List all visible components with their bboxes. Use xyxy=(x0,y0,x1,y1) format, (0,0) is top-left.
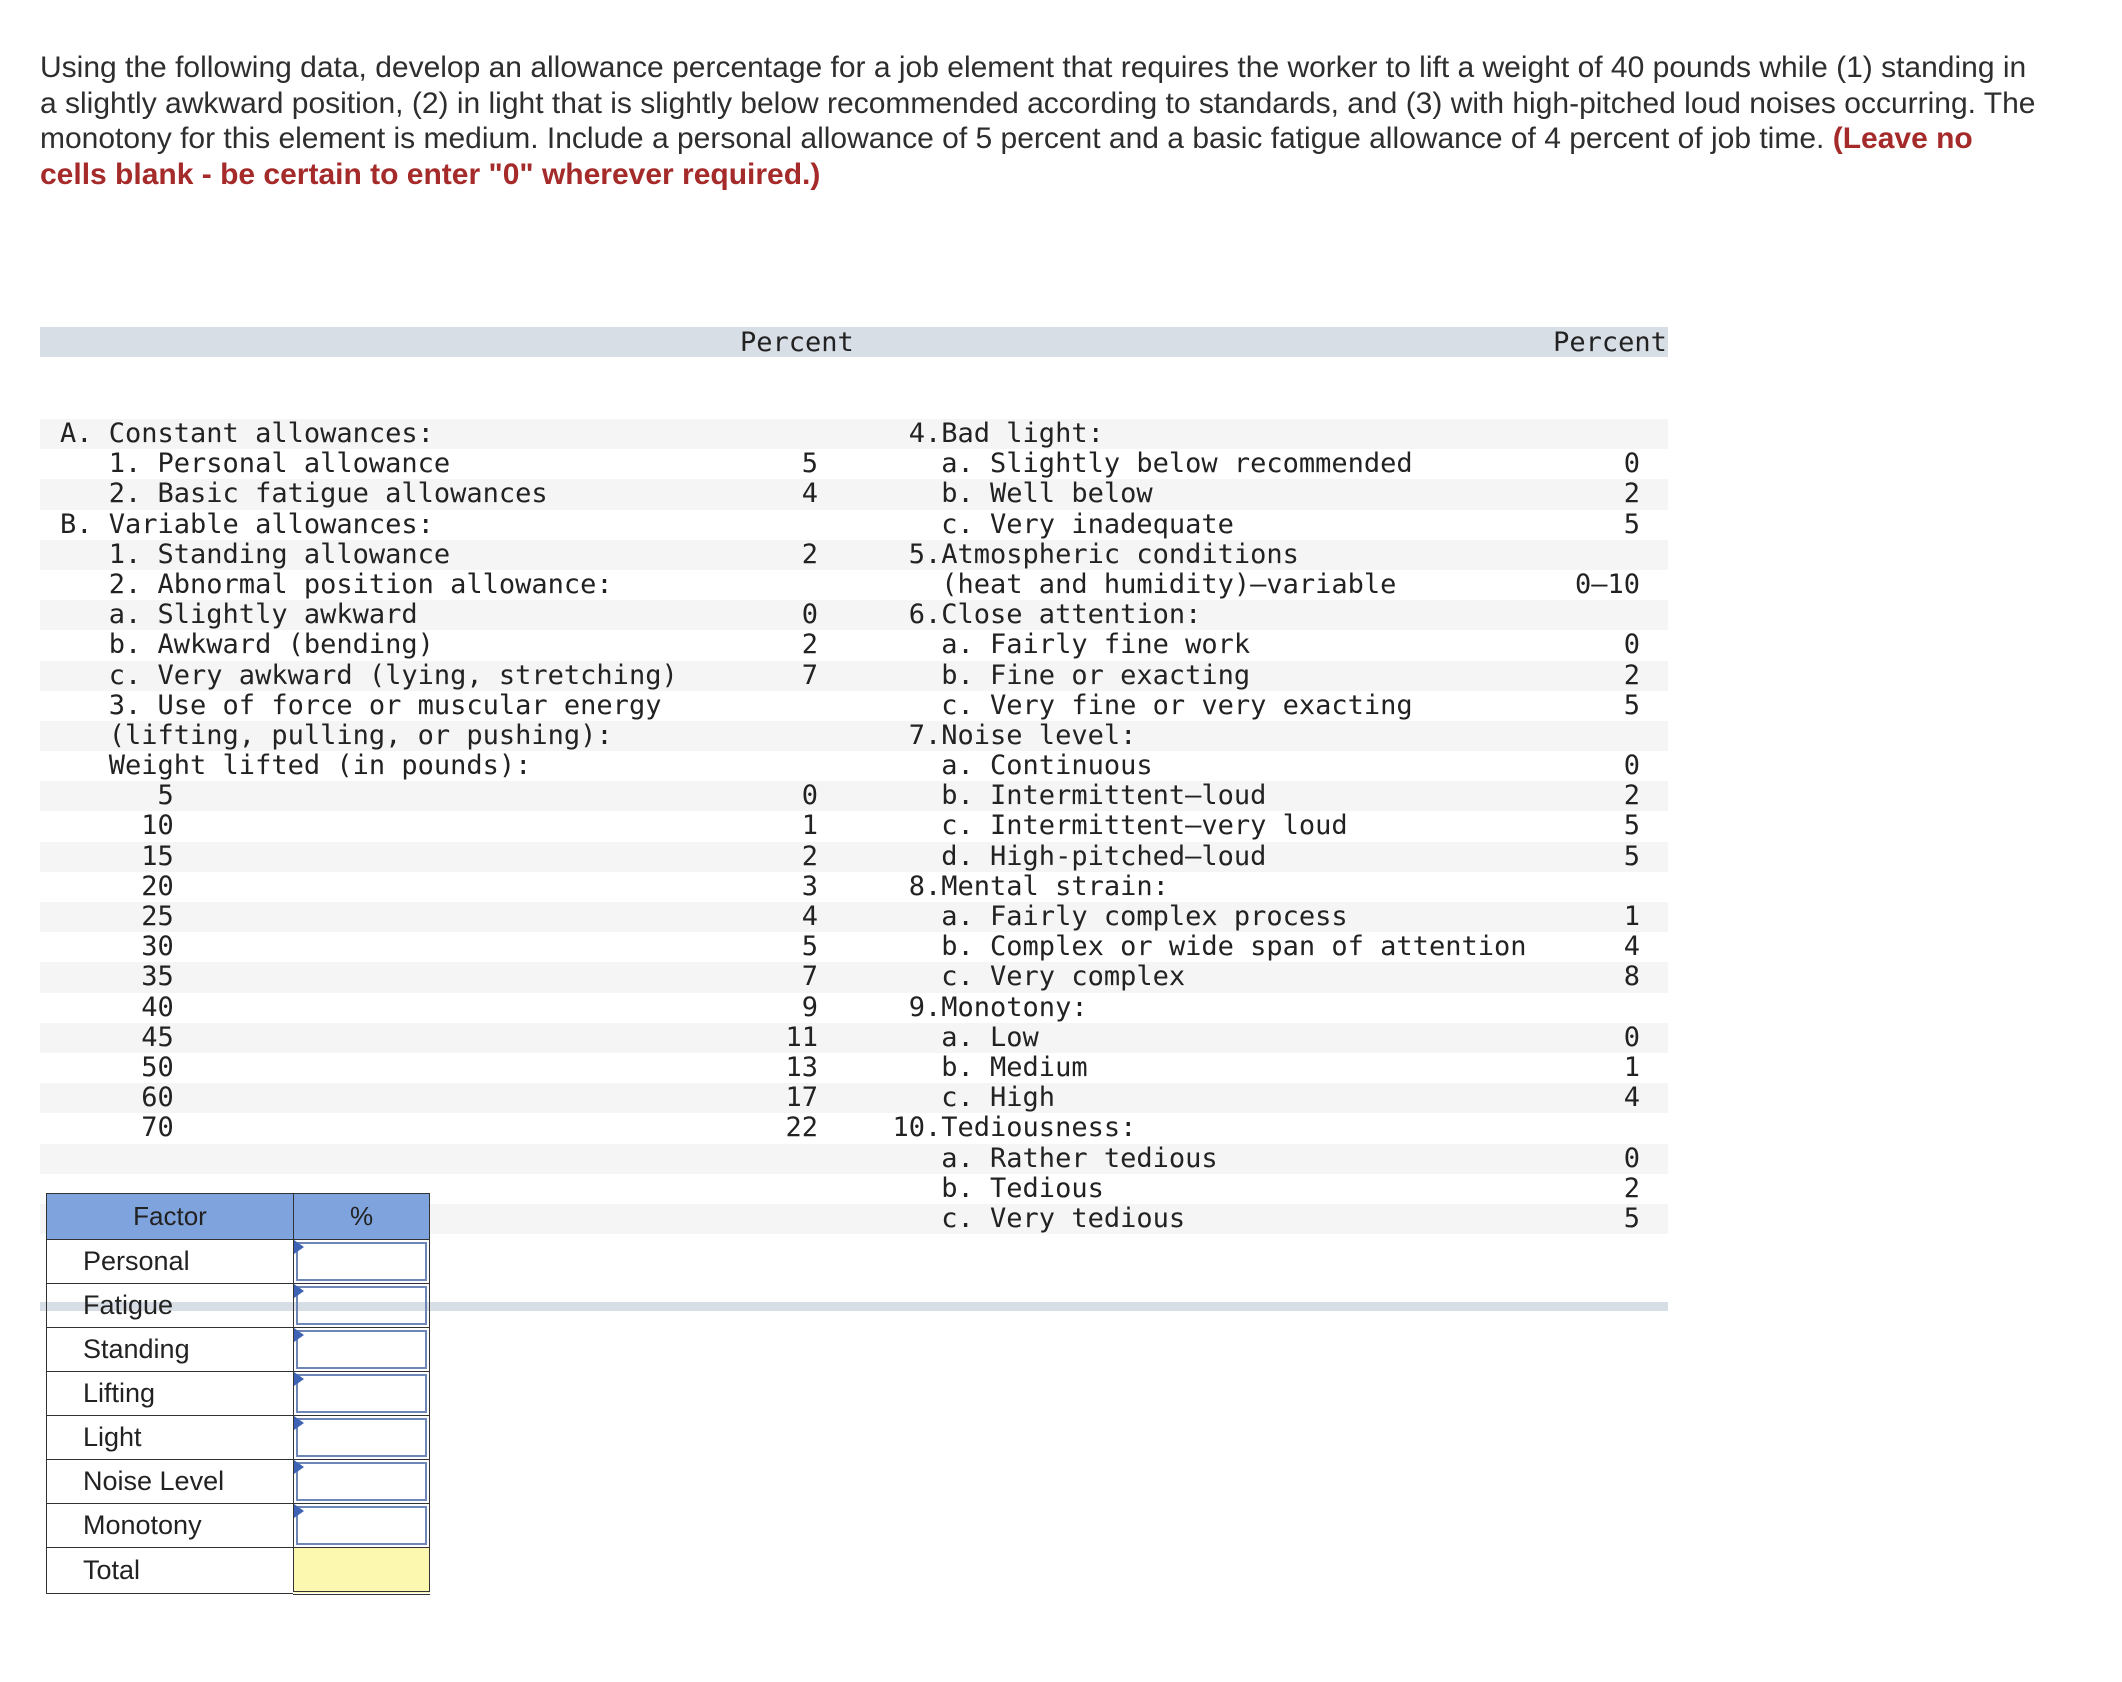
right-item: 7.Noise level: xyxy=(860,719,1137,751)
right-percent: 8 xyxy=(1623,961,1640,993)
left-item: Weight lifted (in pounds): xyxy=(60,750,532,782)
right-item: 10.Tediousness: xyxy=(860,1112,1137,1144)
percent-input[interactable] xyxy=(296,1242,427,1281)
allowance-row xyxy=(40,449,1668,479)
right-item: 5.Atmospheric conditions xyxy=(860,538,1299,570)
factor-label: Light xyxy=(47,1416,294,1460)
right-item: b. Well below xyxy=(860,478,1153,510)
left-percent: 7 xyxy=(801,659,818,691)
factor-label: Personal xyxy=(47,1240,294,1284)
right-percent: 2 xyxy=(1623,478,1640,510)
allowance-row xyxy=(40,1053,1668,1083)
right-item: b. Intermittent—loud xyxy=(860,780,1267,812)
right-item: 9.Monotony: xyxy=(860,991,1088,1023)
requirement-note: (Leave no cells blank - be certain to enter "0" wherever required.) xyxy=(40,122,1973,191)
allowance-row xyxy=(40,419,1668,449)
right-item: c. Very inadequate xyxy=(860,508,1234,540)
percent-input[interactable] xyxy=(296,1418,427,1457)
left-item: 2. Basic fatigue allowances xyxy=(60,478,548,510)
allowance-row xyxy=(40,540,1668,570)
left-percent: 3 xyxy=(801,870,818,902)
allowance-row xyxy=(40,781,1668,811)
factor-label: Fatigue xyxy=(47,1284,294,1328)
left-percent: 2 xyxy=(801,538,818,570)
allowance-table-header xyxy=(40,327,1668,357)
allowance-row xyxy=(40,1113,1668,1143)
percent-input-cell[interactable] xyxy=(294,1372,430,1416)
cell-marker-icon xyxy=(294,1328,304,1342)
right-percent: 4 xyxy=(1623,931,1640,963)
allowance-row xyxy=(40,1144,1668,1174)
left-percent: 2 xyxy=(801,840,818,872)
right-percent: 2 xyxy=(1623,780,1640,812)
total-cell xyxy=(294,1548,430,1594)
allowance-row xyxy=(40,479,1668,509)
left-percent: 9 xyxy=(801,991,818,1023)
right-percent: 5 xyxy=(1623,508,1640,540)
allowance-row xyxy=(40,570,1668,600)
allowance-row xyxy=(40,691,1668,721)
left-item: 40 xyxy=(60,991,174,1023)
cell-marker-icon xyxy=(294,1284,304,1298)
left-item: 50 xyxy=(60,1051,174,1083)
right-item: a. Slightly below recommended xyxy=(860,448,1413,480)
right-item: b. Tedious xyxy=(860,1172,1104,1204)
left-item: a. Slightly awkward xyxy=(60,599,418,631)
left-percent: 5 xyxy=(801,448,818,480)
factor-label: Monotony xyxy=(47,1504,294,1548)
factor-column-header: Factor xyxy=(47,1194,294,1240)
allowance-row xyxy=(40,661,1668,691)
cell-marker-icon xyxy=(294,1240,304,1254)
left-item: 30 xyxy=(60,931,174,963)
right-item: c. Very complex xyxy=(860,961,1186,993)
percent-input[interactable] xyxy=(296,1286,427,1325)
answer-row xyxy=(47,1240,430,1284)
answer-row xyxy=(47,1284,430,1328)
right-item: a. Fairly complex process xyxy=(860,901,1348,932)
left-item: 60 xyxy=(60,1082,174,1114)
percent-header-right: Percent xyxy=(1553,327,1667,358)
cell-marker-icon xyxy=(294,1416,304,1430)
left-item: 1. Standing allowance xyxy=(60,538,451,570)
allowance-row xyxy=(40,962,1668,992)
right-percent: 5 xyxy=(1623,840,1640,872)
left-percent: 0 xyxy=(801,780,818,812)
left-item: 20 xyxy=(60,870,174,902)
percent-input[interactable] xyxy=(296,1506,427,1545)
right-item: b. Fine or exacting xyxy=(860,659,1251,691)
allowance-row xyxy=(40,872,1668,902)
percent-input-cell[interactable] xyxy=(294,1240,430,1284)
right-percent: 0 xyxy=(1623,1021,1640,1053)
left-percent: 0 xyxy=(801,599,818,631)
right-percent: 0 xyxy=(1623,750,1640,782)
right-item: d. High-pitched—loud xyxy=(860,840,1267,872)
right-item: c. Very fine or very exacting xyxy=(860,689,1413,721)
right-item: 6.Close attention: xyxy=(860,599,1202,631)
left-item: 45 xyxy=(60,1021,174,1053)
allowance-table xyxy=(40,265,1668,1342)
right-item: b. Complex or wide span of attention xyxy=(860,931,1527,963)
left-item: 35 xyxy=(60,961,174,993)
left-item: b. Awkward (bending) xyxy=(60,629,434,661)
left-item: 15 xyxy=(60,840,174,872)
right-item: a. Rather tedious xyxy=(860,1142,1218,1174)
right-percent: 5 xyxy=(1623,810,1640,842)
right-percent: 2 xyxy=(1623,1172,1640,1204)
right-percent: 5 xyxy=(1623,1202,1640,1234)
left-item: 10 xyxy=(60,810,174,842)
allowance-row xyxy=(40,902,1668,932)
factor-label: Noise Level xyxy=(47,1460,294,1504)
right-percent: 0 xyxy=(1623,629,1640,661)
allowance-row xyxy=(40,630,1668,660)
allowance-row xyxy=(40,600,1668,630)
percent-input-cell[interactable] xyxy=(294,1284,430,1328)
cell-marker-icon xyxy=(294,1504,304,1518)
left-percent: 17 xyxy=(785,1082,818,1114)
left-item: B. Variable allowances: xyxy=(60,508,434,540)
left-percent: 2 xyxy=(801,629,818,661)
right-item: a. Low xyxy=(860,1021,1039,1053)
left-item: 25 xyxy=(60,901,174,932)
right-percent: 1 xyxy=(1623,901,1640,932)
right-item: b. Medium xyxy=(860,1051,1088,1083)
percent-input[interactable] xyxy=(296,1330,427,1369)
right-percent: 5 xyxy=(1623,689,1640,721)
answer-row xyxy=(47,1372,430,1416)
total-label: Total xyxy=(47,1548,294,1594)
right-percent: 1 xyxy=(1623,1051,1640,1083)
percent-input-cell[interactable] xyxy=(294,1416,430,1460)
percent-input-cell[interactable] xyxy=(294,1328,430,1372)
right-item: c. Very tedious xyxy=(860,1202,1186,1234)
allowance-row xyxy=(40,751,1668,781)
percent-header-left: Percent xyxy=(740,327,854,358)
percent-input-cell[interactable] xyxy=(294,1504,430,1548)
left-percent: 4 xyxy=(801,478,818,510)
right-percent: 0–10 xyxy=(1574,568,1640,600)
right-item: 8.Mental strain: xyxy=(860,870,1169,902)
total-row xyxy=(47,1548,430,1594)
factor-label: Lifting xyxy=(47,1372,294,1416)
left-item: 1. Personal allowance xyxy=(60,448,451,480)
cell-marker-icon xyxy=(294,1460,304,1474)
right-item: a. Fairly fine work xyxy=(860,629,1251,661)
right-item: 4.Bad light: xyxy=(860,418,1104,449)
allowance-row xyxy=(40,1083,1668,1113)
left-item: A. Constant allowances: xyxy=(60,418,434,449)
answer-row xyxy=(47,1416,430,1460)
answer-table xyxy=(46,1193,430,1595)
allowance-row xyxy=(40,811,1668,841)
left-item: 3. Use of force or muscular energy xyxy=(60,689,662,721)
factor-label: Standing xyxy=(47,1328,294,1372)
allowance-row xyxy=(40,510,1668,540)
answer-row xyxy=(47,1460,430,1504)
left-percent: 5 xyxy=(801,931,818,963)
allowance-row xyxy=(40,993,1668,1023)
percent-input[interactable] xyxy=(296,1374,427,1413)
left-percent: 22 xyxy=(785,1112,818,1144)
percent-input[interactable] xyxy=(296,1462,427,1501)
right-item: (heat and humidity)—variable xyxy=(860,568,1397,600)
left-item: 70 xyxy=(60,1112,174,1144)
percent-input-cell[interactable] xyxy=(294,1460,430,1504)
left-item: c. Very awkward (lying, stretching) xyxy=(60,659,678,691)
allowance-row xyxy=(40,721,1668,751)
cell-marker-icon xyxy=(294,1372,304,1386)
left-percent: 4 xyxy=(801,901,818,932)
left-item: 2. Abnormal position allowance: xyxy=(60,568,613,600)
question-text xyxy=(40,50,2040,192)
left-percent: 1 xyxy=(801,810,818,842)
right-percent: 0 xyxy=(1623,448,1640,480)
right-item: a. Continuous xyxy=(860,750,1153,782)
right-item: c. High xyxy=(860,1082,1056,1114)
right-percent: 2 xyxy=(1623,659,1640,691)
allowance-row xyxy=(40,932,1668,962)
right-percent: 4 xyxy=(1623,1082,1640,1114)
right-item: c. Intermittent—very loud xyxy=(860,810,1348,842)
question-body: Using the following data, develop an allowance percentage for a job element that requires the worker to lift a weight of 40 pounds while (1) standing in a slightly awkward position, (2) in light that is slightly below recommended according to standards, and (3) with high-pitched loud noises occurring. The monotony for this element is medium. Include a personal allowance of 5 percent and a basic fatigue allowance of 4 percent of job time. xyxy=(40,51,2036,155)
left-percent: 11 xyxy=(785,1021,818,1053)
left-item: (lifting, pulling, or pushing): xyxy=(60,719,613,751)
answer-row xyxy=(47,1504,430,1548)
percent-column-header: % xyxy=(294,1194,430,1240)
right-percent: 0 xyxy=(1623,1142,1640,1174)
allowance-rows xyxy=(40,419,1668,1234)
answer-row xyxy=(47,1328,430,1372)
left-percent: 13 xyxy=(785,1051,818,1083)
left-item: 5 xyxy=(60,780,174,812)
allowance-row xyxy=(40,1023,1668,1053)
left-percent: 7 xyxy=(801,961,818,993)
allowance-row xyxy=(40,842,1668,872)
